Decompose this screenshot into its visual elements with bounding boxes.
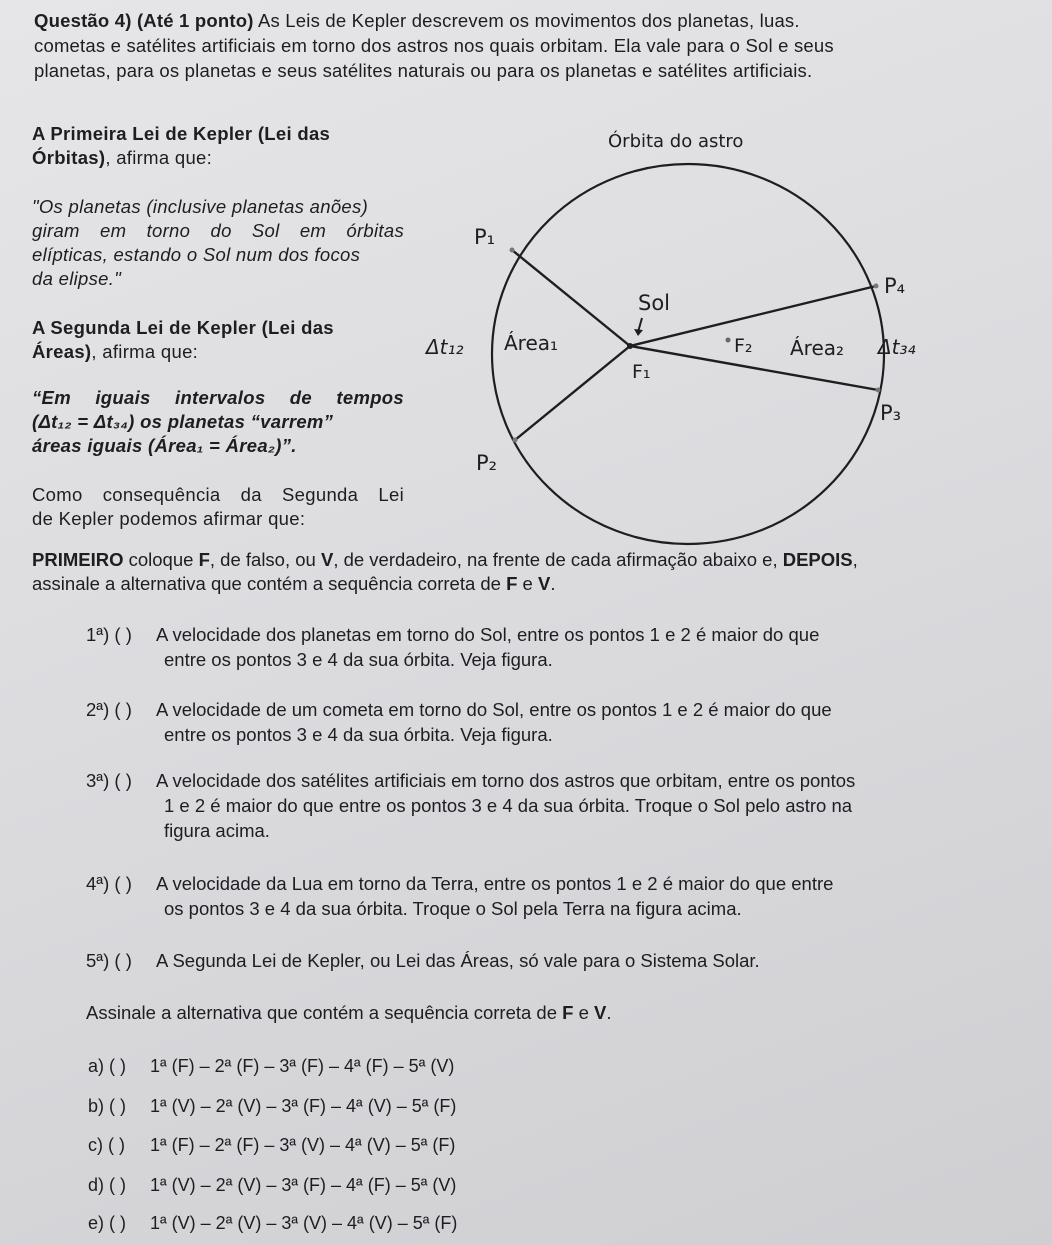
label-p4: P₄ — [884, 274, 906, 298]
second-law-quote-3: áreas iguais (Área₁ = Área₂)”. — [32, 435, 297, 456]
label-sun: Sol — [638, 291, 671, 315]
statement-3-line-2: 1 e 2 é maior do que entre os pontos 3 e 4 da sua órbita. Troque o Sol pelo astro na — [164, 795, 853, 816]
label-p2: P₂ — [476, 451, 498, 475]
point-p2 — [513, 438, 518, 443]
consequence-line-2: de Kepler podemos afirmar que: — [32, 508, 306, 529]
label-p1: P₁ — [474, 225, 496, 249]
question-text-3: . — [606, 1002, 612, 1023]
statement-2 — [86, 697, 986, 747]
second-law-heading-1: A Segunda Lei de Kepler (Lei das — [32, 317, 334, 338]
statement-1-line-1: A velocidade dos planetas em torno do Sol, entre os pontos 1 e 2 é maior do que — [156, 624, 820, 645]
header-line-1 — [34, 8, 1034, 33]
point-p3 — [876, 388, 881, 393]
first-law-quote-4: da elipse." — [32, 268, 122, 289]
option-c[interactable] — [88, 1133, 608, 1157]
option-d[interactable] — [88, 1173, 608, 1197]
sun-focus — [627, 343, 633, 349]
instructions — [32, 548, 1032, 596]
question-text-1: Assinale a alternativa que contém a sequência correta de — [86, 1002, 563, 1023]
second-law-consequence — [32, 483, 404, 531]
orbit-figure — [400, 120, 960, 550]
instr-text-4: , — [852, 549, 858, 570]
statement-4-marker[interactable]: 4ª) ( ) — [86, 873, 132, 894]
option-e[interactable] — [88, 1211, 608, 1235]
option-b-text: 1ª (V) – 2ª (V) – 3ª (F) – 4ª (V) – 5ª (F) — [150, 1096, 457, 1116]
intro-line-3: planetas, para os planetas e seus satélites naturais ou para os planetas e satélites artificiais. — [34, 60, 813, 81]
question-title: Questão 4) (Até 1 ponto) — [34, 10, 254, 31]
statement-1 — [86, 622, 986, 672]
second-law-heading-rest: , afirma que: — [91, 341, 199, 362]
second-law-heading-2: Áreas) — [32, 341, 92, 362]
first-law-quote — [32, 195, 404, 291]
instr-text-7: . — [550, 573, 556, 594]
statement-5-line-1: A Segunda Lei de Kepler, ou Lei das Áreas, só vale para o Sistema Solar. — [156, 950, 760, 971]
label-dt12: Δt₁₂ — [426, 335, 464, 359]
statement-3-line-1: A velocidade dos satélites artificiais em torno dos astros que orbitam, entre os pontos — [156, 770, 856, 791]
question-bold-v: V — [594, 1002, 607, 1023]
statement-3-line-3: figura acima. — [164, 820, 270, 841]
option-a-label[interactable]: a) ( ) — [88, 1056, 126, 1076]
sun-arrow-head — [634, 329, 643, 336]
second-law-heading — [32, 316, 404, 364]
intro-line-1: As Leis de Kepler descrevem os movimentos dos planetas, luas. — [257, 10, 800, 31]
instr-bold-f: F — [198, 549, 210, 570]
second-law-quote-1: “Em iguais intervalos de tempos — [32, 387, 404, 408]
question-text-2: e — [573, 1002, 595, 1023]
question-prompt — [86, 1000, 986, 1025]
instructions-line-1 — [32, 548, 1032, 572]
statement-4 — [86, 871, 986, 921]
option-a[interactable] — [88, 1054, 608, 1078]
second-law-quote-2: (Δt₁₂ = Δt₃₄) os planetas “varrem” — [32, 411, 334, 432]
statement-1-line-2: entre os pontos 3 e 4 da sua órbita. Veja figura. — [164, 649, 553, 670]
option-b-label[interactable]: b) ( ) — [88, 1096, 126, 1116]
label-area1: Área₁ — [504, 331, 559, 355]
intro-line-2: cometas e satélites artificiais em torno dos astros nos quais orbitam. Ela vale para o Sol e seus — [34, 35, 834, 56]
statement-4-line-1: A velocidade da Lua em torno da Terra, entre os pontos 1 e 2 é maior do que entre — [156, 873, 834, 894]
option-b[interactable] — [88, 1094, 608, 1118]
instr-bold-v2: V — [538, 573, 551, 594]
point-p4 — [874, 284, 879, 289]
statement-3-marker[interactable]: 3ª) ( ) — [86, 770, 132, 791]
option-d-text: 1ª (V) – 2ª (V) – 3ª (F) – 4ª (F) – 5ª (V) — [150, 1175, 457, 1195]
first-law-heading-2: Órbitas) — [32, 147, 106, 168]
label-f2: F₂ — [734, 335, 753, 357]
label-f1: F₁ — [632, 361, 651, 383]
first-law-heading — [32, 122, 404, 170]
option-d-label[interactable]: d) ( ) — [88, 1175, 126, 1195]
statement-3 — [86, 768, 986, 843]
point-p1 — [510, 248, 515, 253]
instr-bold-primeiro: PRIMEIRO — [32, 549, 124, 570]
second-law-heading-2-line — [32, 340, 404, 364]
instr-text-2: , de falso, ou — [209, 549, 321, 570]
instructions-line-2 — [32, 572, 1032, 596]
instr-bold-v: V — [320, 549, 334, 570]
statement-2-line-2: entre os pontos 3 e 4 da sua órbita. Veja figura. — [164, 724, 553, 745]
option-a-text: 1ª (F) – 2ª (F) – 3ª (F) – 4ª (F) – 5ª (V) — [150, 1056, 455, 1076]
question-header — [34, 8, 1034, 83]
label-p3: P₃ — [880, 401, 902, 425]
statement-2-line-1: A velocidade de um cometa em torno do Sol, entre os pontos 1 e 2 é maior do que — [156, 699, 832, 720]
first-law-quote-2: giram em torno do Sol em órbitas — [32, 220, 404, 241]
first-law-quote-3: elípticas, estando o Sol num dos focos — [32, 244, 361, 265]
option-c-text: 1ª (F) – 2ª (F) – 3ª (V) – 4ª (V) – 5ª (F) — [150, 1135, 456, 1155]
statement-2-marker[interactable]: 2ª) ( ) — [86, 699, 132, 720]
focus-f2-dot — [726, 338, 731, 343]
instr-text-5: assinale a alternativa que contém a sequência correta de — [32, 573, 507, 594]
first-law-quote-1: "Os planetas (inclusive planetas anões) — [32, 196, 369, 217]
question-bold-f: F — [562, 1002, 574, 1023]
statement-5 — [86, 948, 986, 973]
first-law-heading-rest: , afirma que: — [105, 147, 213, 168]
second-law-quote — [32, 386, 404, 458]
instr-bold-f2: F — [506, 573, 518, 594]
first-law-heading-1: A Primeira Lei de Kepler (Lei das — [32, 123, 331, 144]
consequence-line-1: Como consequência da Segunda Lei — [32, 484, 404, 505]
option-c-label[interactable]: c) ( ) — [88, 1135, 125, 1155]
statement-4-line-2: os pontos 3 e 4 da sua órbita. Troque o Sol pela Terra na figura acima. — [164, 898, 742, 919]
instr-text-1: coloque — [123, 549, 199, 570]
label-dt34: Δt₃₄ — [878, 335, 916, 359]
option-e-label[interactable]: e) ( ) — [88, 1213, 126, 1233]
option-e-text: 1ª (V) – 2ª (V) – 3ª (V) – 4ª (V) – 5ª (F) — [150, 1213, 458, 1233]
statement-1-marker[interactable]: 1ª) ( ) — [86, 624, 132, 645]
statement-5-marker[interactable]: 5ª) ( ) — [86, 950, 132, 971]
instr-text-3: , de verdadeiro, na frente de cada afirmação abaixo e, — [333, 549, 783, 570]
first-law-heading-2-line — [32, 146, 404, 170]
line-p2 — [515, 346, 630, 440]
instr-bold-depois: DEPOIS — [782, 549, 853, 570]
instr-text-6: e — [517, 573, 538, 594]
figure-title: Órbita do astro — [608, 131, 744, 152]
label-area2: Área₂ — [790, 336, 845, 360]
